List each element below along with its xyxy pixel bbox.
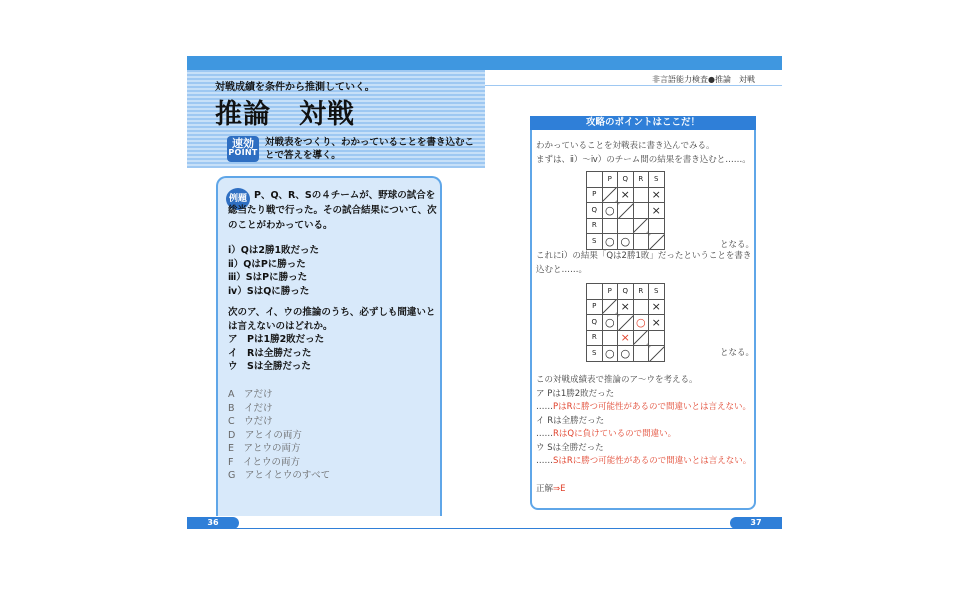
table-corner xyxy=(587,172,603,188)
explanation-text: SはRに勝つ可能性があるので間違いとは言えない。 xyxy=(553,456,752,466)
option-item[interactable]: E アとウの両方 xyxy=(228,443,301,454)
page-number-right: 37 xyxy=(730,517,782,529)
option-item[interactable]: G アとイとウのすべて xyxy=(228,470,331,481)
strategy-heading: 攻略のポイントはここだ！ xyxy=(530,116,756,130)
table-col-header: R xyxy=(633,284,649,300)
option-item[interactable]: A アだけ xyxy=(228,389,273,400)
analysis-statement: ア Pは1勝2敗だった xyxy=(536,388,615,399)
answer-options xyxy=(228,388,330,483)
table-row-header: P xyxy=(587,299,603,315)
table-col-header: P xyxy=(602,172,618,188)
intro-line-2: まずは、ⅱ）～ⅳ）のチーム間の結果を書き込むと……。 xyxy=(536,155,751,165)
table-cell: × xyxy=(649,299,665,315)
table-cell: ○ xyxy=(602,203,618,219)
table-cell xyxy=(602,330,618,346)
example-intro: P、Q、R、Sの４チームが、野球の試合を総当たり戦で行った。その試合結果について、次のことがわかっている。 xyxy=(228,190,437,231)
table-cell: × xyxy=(618,330,634,346)
table-cell: ○ xyxy=(602,234,618,250)
table-row-header: Q xyxy=(587,315,603,331)
table-cell: ○ xyxy=(633,315,649,331)
condition-item: ⅳ）SはQに勝った xyxy=(228,285,310,297)
table-cell: × xyxy=(649,187,665,203)
table-cell: × xyxy=(649,315,665,331)
table-row-header: S xyxy=(587,234,603,250)
option-item[interactable]: B イだけ xyxy=(228,402,273,414)
table-row-header: R xyxy=(587,330,603,346)
example-box xyxy=(216,176,442,516)
table-diagonal-cell xyxy=(633,218,649,234)
point-badge-top: 速効 xyxy=(232,137,254,150)
table-cell xyxy=(633,203,649,219)
analysis-intro: この対戦成績表で推論のア～ウを考える。 xyxy=(536,375,698,385)
table-cell: ○ xyxy=(618,346,634,362)
table-cell xyxy=(649,330,665,346)
table-cell xyxy=(633,346,649,362)
table-cell: ○ xyxy=(602,346,618,362)
table-diagonal-cell xyxy=(602,299,618,315)
point-badge-bottom: POINT xyxy=(228,148,258,157)
condition-item: ⅲ）SはPに勝った xyxy=(228,272,308,283)
result-table-2 xyxy=(586,283,665,362)
table-diagonal-cell xyxy=(618,203,634,219)
table-diagonal-cell xyxy=(618,315,634,331)
table-corner xyxy=(587,284,603,300)
table-cell xyxy=(618,218,634,234)
point-text: 対戦表をつくり、わかっていることを書き込むことで答えを導く。 xyxy=(265,137,475,161)
option-item[interactable]: D アとイの両方 xyxy=(228,429,302,441)
answer-value: ⇒E xyxy=(553,484,566,494)
title-block xyxy=(187,70,485,168)
table-row-header: S xyxy=(587,346,603,362)
table-col-header: S xyxy=(649,284,665,300)
page-title: 推論 対戦 xyxy=(215,99,355,130)
table-diagonal-cell xyxy=(649,346,665,362)
statement-list xyxy=(228,333,324,374)
answer-label: 正解 xyxy=(536,484,554,494)
result-table-1 xyxy=(586,171,665,250)
table-cell xyxy=(633,299,649,315)
strategy-box xyxy=(530,116,756,510)
option-item[interactable]: C ウだけ xyxy=(228,416,273,427)
ellipsis: …… xyxy=(536,429,553,439)
table-diagonal-cell xyxy=(602,187,618,203)
statement-item: イ Rは全勝だった xyxy=(228,347,312,359)
tonaru-1: となる。 xyxy=(720,240,755,250)
tonaru-2: となる。 xyxy=(720,348,755,358)
middle-line-1: これにⅰ）の結果「Qは2勝1敗」だったということを書き xyxy=(536,251,752,261)
point-badge xyxy=(227,136,259,162)
analysis-statement: ウ Sは全勝だった xyxy=(536,442,604,453)
top-color-bar xyxy=(187,56,782,70)
page-number-left: 36 xyxy=(187,517,239,529)
table-cell: ○ xyxy=(602,315,618,331)
table-col-header: Q xyxy=(618,284,634,300)
intro-line-1: わかっていることを対戦表に書き込んでみる。 xyxy=(536,141,715,151)
table-cell: × xyxy=(649,203,665,219)
table-col-header: P xyxy=(602,284,618,300)
table-cell xyxy=(602,218,618,234)
eyebrow-text: 対戦成績を条件から推測していく。 xyxy=(215,82,375,93)
statement-item: ウ Sは全勝だった xyxy=(228,361,311,372)
analysis-explanation xyxy=(536,428,751,442)
condition-item: ⅰ）Qは2勝1敗だった xyxy=(228,245,320,256)
table-cell: ○ xyxy=(618,234,634,250)
explanation-text: RはQに負けているので間違い。 xyxy=(553,429,677,439)
table-cell xyxy=(649,218,665,234)
analysis-block xyxy=(536,374,751,469)
condition-list xyxy=(228,244,319,298)
analysis-statement: イ Rは全勝だった xyxy=(536,415,605,426)
table-cell xyxy=(633,234,649,250)
table-diagonal-cell xyxy=(633,330,649,346)
ellipsis: …… xyxy=(536,402,553,412)
table-cell: × xyxy=(618,187,634,203)
running-head: 非言語能力検査●推論 対戦 xyxy=(652,75,755,84)
example-question: 次のア、イ、ウの推論のうち、必ずしも間違いとは言えないのはどれか。 xyxy=(228,307,436,332)
ellipsis: …… xyxy=(536,456,553,466)
table-cell xyxy=(633,187,649,203)
condition-item: ⅱ）QはPに勝った xyxy=(228,258,306,270)
option-item[interactable]: F イとウの両方 xyxy=(228,456,300,468)
table-cell: × xyxy=(618,299,634,315)
statement-item: ア Pは1勝2敗だった xyxy=(228,334,325,345)
table-diagonal-cell xyxy=(649,234,665,250)
table-row-header: R xyxy=(587,218,603,234)
table-col-header: S xyxy=(649,172,665,188)
explanation-text: PはRに勝つ可能性があるので間違いとは言えない。 xyxy=(553,402,752,412)
middle-line-2: 込むと……。 xyxy=(536,265,588,275)
table-row-header: P xyxy=(587,187,603,203)
analysis-explanation xyxy=(536,401,751,415)
table-col-header: Q xyxy=(618,172,634,188)
answer-line xyxy=(536,482,566,494)
analysis-explanation xyxy=(536,455,751,469)
table-row-header: Q xyxy=(587,203,603,219)
table-col-header: R xyxy=(633,172,649,188)
example-badge: 例題 xyxy=(226,188,250,210)
header-rule xyxy=(485,85,782,86)
